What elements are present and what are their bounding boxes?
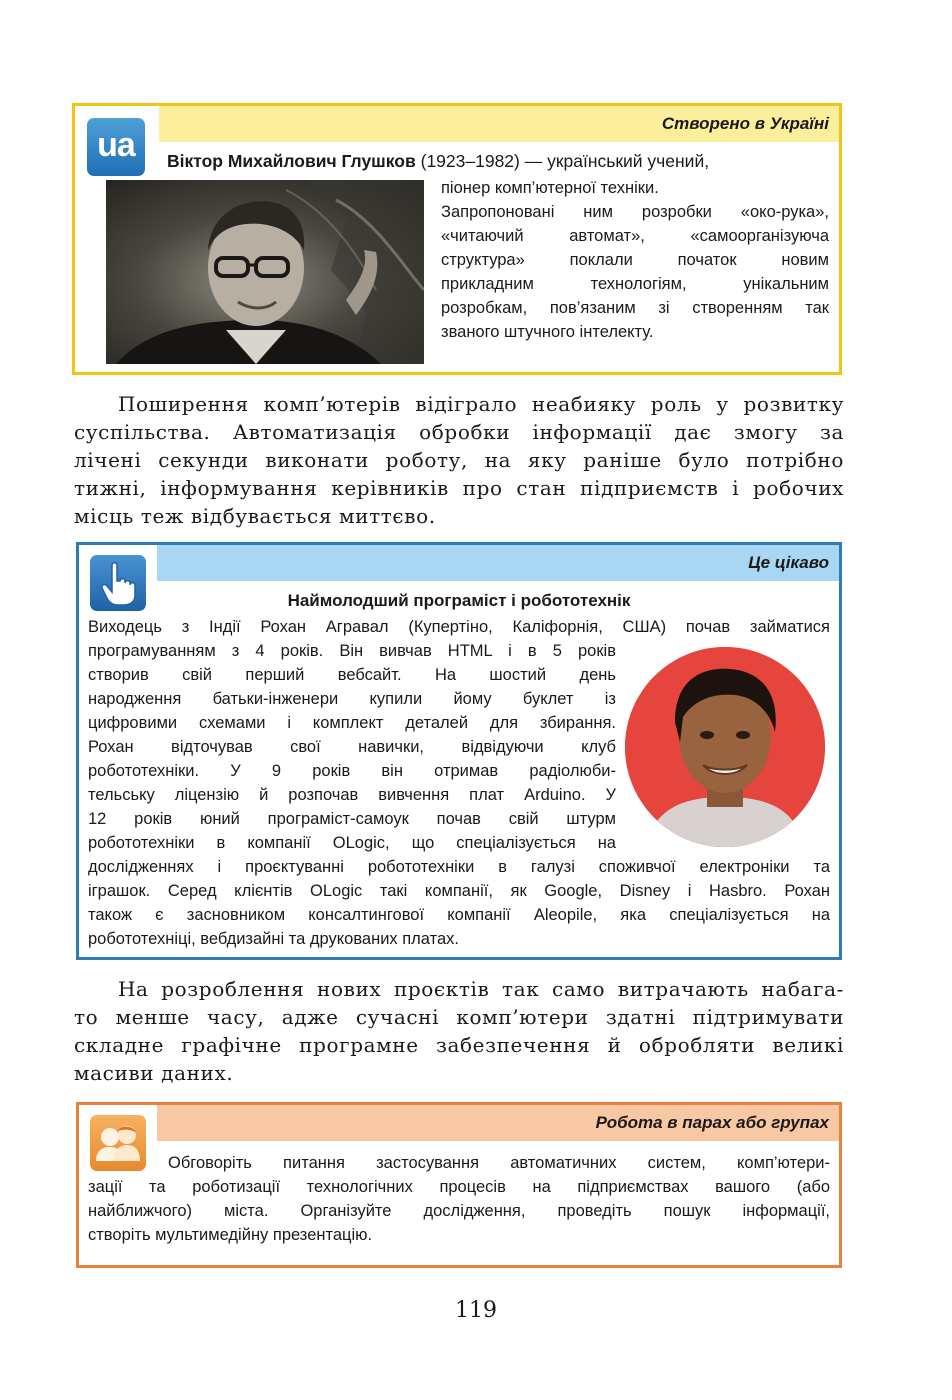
task-line: Обговоріть питання застосування автоматичних систем, комп’ютери- xyxy=(168,1154,830,1172)
story-line: робототехніки в компанії OLogic, що спеціалізується на xyxy=(88,834,616,852)
page-number: 119 xyxy=(455,1298,497,1323)
pair-work-task xyxy=(88,1151,830,1247)
paragraph-line: Поширення комп’ютерів відіграло неабияку роль у розвитку xyxy=(118,392,844,416)
bio-line: «читаючий автомат», «самоорганізуюча xyxy=(441,227,829,245)
bio-line: структура» поклали початок новим xyxy=(441,251,829,269)
story-line: 12 років юний програміст-самоук почав свій штурм xyxy=(88,810,616,828)
paragraph-line: тижні, інформування керівників про стан підприємств і робочих xyxy=(74,476,844,500)
story-line: робототехніки. У 9 років він отримав радіолюби- xyxy=(88,762,616,780)
paragraph-line: місць теж відбувається миттєво. xyxy=(74,504,436,528)
glushkov-name: Віктор Михайлович Глушков xyxy=(167,151,416,171)
story-line: програмуванням з 4 років. Він вивчав HTML і в 5 років xyxy=(88,642,616,660)
interesting-fact-title: Наймолодший програміст і робототехнік xyxy=(287,591,631,610)
paragraph-line: масиви даних. xyxy=(74,1061,234,1085)
story-line: тельську ліцензію й розпочав вивчення плат Arduino. У xyxy=(88,786,616,804)
pair-work-box xyxy=(76,1102,842,1268)
paragraph-new-projects xyxy=(74,975,844,1087)
paragraph-line: суспільства. Автоматизація обробки інформації дає змогу за xyxy=(74,420,844,444)
glushkov-intro: (1923–1982) — український учений, xyxy=(415,151,710,171)
ua-icon: ua xyxy=(87,118,145,176)
interesting-fact-header: Це цікаво xyxy=(157,545,839,581)
paragraph-computers-role xyxy=(74,390,844,530)
paragraph-line: то менше часу, адже сучасні комп’ютери здатні підтримувати xyxy=(74,1005,844,1029)
bio-line: званого штучного інтелекту. xyxy=(441,323,654,341)
task-line: створіть мультимедійну презентацію. xyxy=(88,1226,373,1244)
story-line: також є засновником консалтингової компанії Aleopile, яка спеціалізується на xyxy=(88,906,830,924)
paragraph-line: складне графічне програмне забезпечення й обробляти великі xyxy=(74,1033,844,1057)
glushkov-headline xyxy=(167,148,827,174)
story-line: дослідженнях і проєктуванні робототехніки в галузі споживчої електроніки та xyxy=(88,858,830,876)
bio-line: прикладним технологіям, унікальним xyxy=(441,275,829,293)
task-line: найближчого) міста. Організуйте дослідження, проведіть пошук інформації, xyxy=(88,1202,830,1220)
story-line: Виходець з Індії Рохан Агравал (Купертіно, Каліфорнія, США) почав займатися xyxy=(88,618,830,636)
created-in-ukraine-header: Створено в Україні xyxy=(159,106,839,142)
glushkov-bio xyxy=(441,176,829,344)
bio-line: піонер комп’ютерної техніки. xyxy=(441,179,659,197)
bio-line: розробкам, пов’язаним зі створенням так xyxy=(441,299,829,317)
story-line: Рохан відточував свої навички, відвідуючи клуб xyxy=(88,738,616,756)
story-line: іграшок. Серед клієнтів OLogic такі компанії, як Google, Disney і Hasbro. Рохан xyxy=(88,882,830,900)
pair-work-header: Робота в парах або групах xyxy=(157,1105,839,1141)
created-in-ukraine-box xyxy=(72,103,842,375)
story-line: створив свій перший вебсайт. На шостий день xyxy=(88,666,616,684)
task-line: зації та роботизації технологічних процесів на підприємствах вашого (або xyxy=(88,1178,830,1196)
story-line: народження батьки-інженери купили йому буклет із xyxy=(88,690,616,708)
interesting-fact-story xyxy=(88,615,830,951)
bio-line: Запропоновані ним розробки «око-рука», xyxy=(441,203,829,221)
interesting-fact-box xyxy=(76,542,842,960)
story-wrapped-text xyxy=(88,639,616,855)
paragraph-line: лічені секунди виконати роботу, на яку раніше було потрібно xyxy=(74,448,844,472)
paragraph-line: На розроблення нових проєктів так само витрачають набага- xyxy=(118,977,844,1001)
glushkov-portrait-photo xyxy=(106,180,424,364)
story-line: робототехніці, вебдизайні та друкованих платах. xyxy=(88,930,460,948)
story-line: цифровими схемами і комплект деталей для збирання. xyxy=(88,714,616,732)
